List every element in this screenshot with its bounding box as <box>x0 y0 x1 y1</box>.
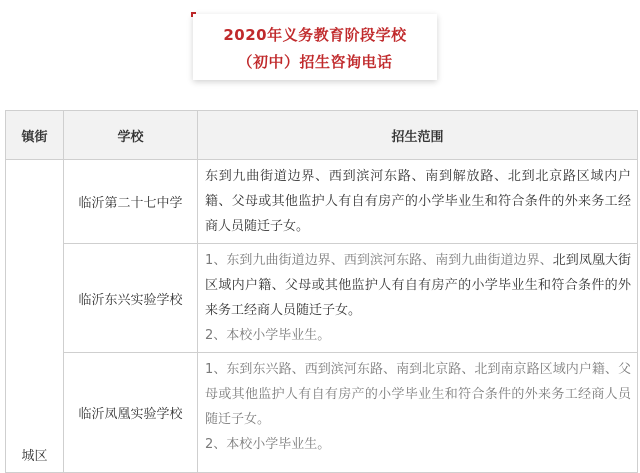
school-cell: 临沂东兴实验学校 <box>64 244 198 353</box>
title-line-2: （初中）招生咨询电话 <box>237 53 393 71</box>
table-row <box>6 244 638 353</box>
school-cell: 临沂第二十七中学 <box>64 160 198 244</box>
title-line-1: 2020年义务教育阶段学校 <box>223 26 407 44</box>
header-town: 镇街 <box>6 111 64 160</box>
scope-paragraph-1 <box>205 248 631 323</box>
scope-cell <box>198 244 638 353</box>
title-card <box>193 14 437 80</box>
scope-paragraph-1: 1、东到东兴路、西到滨河东路、南到北京路、北到南京路区域内户籍、父母或其他监护人有自有房产的小学毕业生和符合条件的外来务工经商人员随迁子女。 <box>205 362 631 427</box>
scope-text-muted: 1、东到九曲街道边界、西到滨河东路、南到九曲街道边界、 <box>205 253 553 268</box>
scope-cell <box>198 353 638 473</box>
header-scope: 招生范围 <box>198 111 638 160</box>
scope-paragraph-2: 2、本校小学毕业生。 <box>205 437 331 452</box>
header-school: 学校 <box>64 111 198 160</box>
scope-text: 东到九曲街道边界、西到滨河东路、南到解放路、北到北京路区域内户籍、父母或其他监护人有自有房产的小学毕业生和符合条件的外来务工经商人员随迁子女。 <box>205 169 631 234</box>
school-cell: 临沂凤凰实验学校 <box>64 353 198 473</box>
town-cell: 城区 <box>6 160 64 473</box>
scope-paragraph-2: 2、本校小学毕业生。 <box>205 328 331 343</box>
scope-text-dark: 北到凤凰大街区域内户籍、父母或其他监护人有自有房产的小学毕业生和符合条件的外来务工经商人员随迁子女。 <box>205 253 631 318</box>
table-row <box>6 160 638 244</box>
enrollment-table <box>5 110 638 473</box>
table-header-row <box>6 111 638 160</box>
table-row <box>6 353 638 473</box>
scope-cell <box>198 160 638 244</box>
